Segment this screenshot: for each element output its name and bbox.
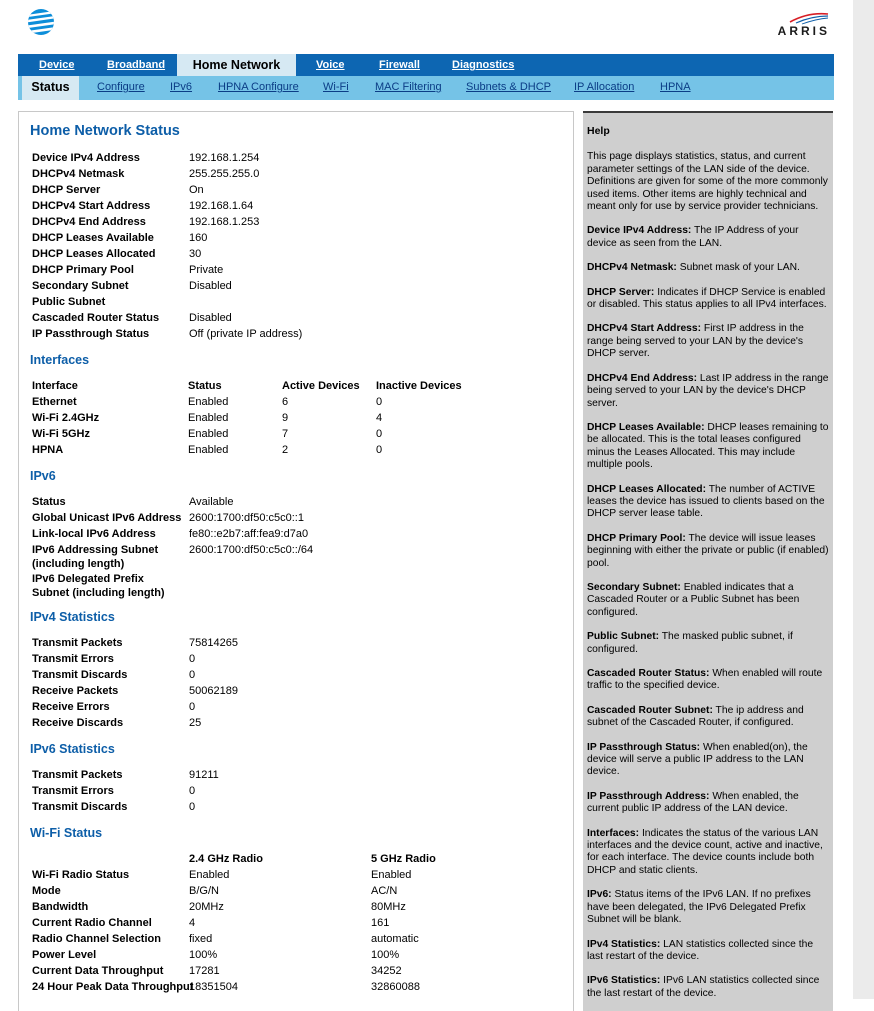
att-globe-icon	[27, 8, 55, 36]
help-item: DHCPv4 End Address: Last IP address in the range being served to your LAN by the device's DHCP server.	[587, 372, 829, 409]
subtab-hpna[interactable]: HPNA	[660, 81, 691, 93]
page-title: Home Network Status	[30, 123, 180, 139]
table-row: Bandwidth 20MHz 80MHz	[32, 901, 406, 913]
help-item: Secondary Subnet: Enabled indicates that a Cascaded Router or a Public Subnet has been configured.	[587, 581, 800, 618]
subtab-status[interactable]: Status	[22, 76, 79, 100]
main-content: Home Network Status Device IPv4 Address 192.168.1.254 DHCPv4 Netmask 255.255.255.0 DHCP Server On DHCPv4 Start Address 192.168.1.64 DHCPv4 End Address 192.168.1.253 DHCP Leases Available 160 DHCP Leases Allocated 30 DHCP Primary Pool Private Secondary Subnet Disabled Public Subnet Cascaded Router Status Disabled IP Passthrough Status Off (private IP address) Interfaces Interface Status Active Devices Inactive Devices Ethernet Enabled 6 0 Wi-Fi 2.4GHz Enabled 9 4 Wi-Fi 5GHz Enabled 7 0 HPNA Enabled 2 0 IPv6 Status Available Global Unicast IPv6 Address 2600:1700:df50:c5c0::1 Link-local IPv6 Address fe80::e2b7:aff:fea9:d7a0 IPv6 Addressing Subnet (including length) 2600:1700:df50:c5c0::/64 IPv6 Delegated Prefix Subnet (including length) IPv4 Statistics Transmit Packets 75814265 Transmit Errors 0 Transmit Discards 0 Receive Packets 50062189 Receive Errors 0 Receive Discards 25 IPv6 Statistics Transmit Packets 91211 Transmit Errors 0 Transmit Discards 0 Wi-Fi Status 2.4 GHz Radio 5 GHz Radio Wi-Fi Radio Status Enabled Enabled Mode B/G/N AC/N Bandwidth 20MHz 80MHz Current Radio Channel 4 161 Radio Channel Selection fixed automatic Power Level 100% 100% Current Data Throughput 17281 34252 24 Hour Peak Data Throughput 18351504 32860088	[18, 111, 574, 1011]
help-item: DHCP Server: Indicates if DHCP Service is enabled or disabled. This status applies to all IPv4 interfaces.	[587, 286, 827, 311]
section-title-ipv6-statistics: IPv6 Statistics	[30, 742, 115, 756]
window-scroll-gutter	[853, 0, 874, 999]
help-item: Device IPv4 Address: The IP Address of your device as seen from the LAN.	[587, 225, 799, 249]
arris-wordmark: ARRIS	[777, 24, 830, 38]
help-item: IPv4 Statistics: LAN statistics collected since the last restart of the device.	[587, 938, 814, 962]
help-item: IP Passthrough Address: When enabled, the current public IP address of the LAN device.	[587, 790, 799, 815]
subtab-ip-allocation[interactable]: IP Allocation	[574, 81, 635, 93]
tab-home-network[interactable]: Home Network	[177, 54, 296, 76]
section-title-ipv6: IPv6	[30, 469, 56, 483]
help-item: Cascaded Router Subnet: The ip address and subnet of the Cascaded Router, if configured.	[587, 704, 804, 729]
subtab-hpna-configure[interactable]: HPNA Configure	[218, 81, 299, 93]
section-title-ipv4-statistics: IPv4 Statistics	[30, 610, 115, 624]
tab-broadband[interactable]: Broadband	[107, 59, 166, 71]
tab-diagnostics[interactable]: Diagnostics	[452, 59, 515, 71]
table-row: Power Level 100% 100%	[32, 949, 400, 961]
help-item: DHCP Leases Available: DHCP leases remaining to be allocated. This is the total leases configured minus the Leases Allocated. This may include multiple pools.	[587, 421, 829, 471]
section-title-wifi-status: Wi-Fi Status	[30, 826, 103, 840]
tab-voice[interactable]: Voice	[316, 59, 345, 71]
help-item: DHCP Leases Allocated: The number of ACTIVE leases the device has issued to clients based on the DHCP server lease table.	[587, 483, 825, 520]
secondary-nav	[18, 76, 834, 100]
help-item: Cascaded Router Status: When enabled will route traffic to the specified device.	[587, 668, 823, 692]
table-row: Radio Channel Selection fixed automatic	[32, 933, 419, 945]
tab-device[interactable]: Device	[39, 59, 75, 71]
table-row: Wi-Fi Radio Status Enabled Enabled	[32, 869, 412, 881]
help-item: IPv6 Statistics: IPv6 LAN statistics collected since the last restart of the device.	[587, 975, 820, 999]
table-row: Wi-Fi 2.4GHz Enabled 9 4	[32, 412, 383, 424]
subtab-configure[interactable]: Configure	[97, 81, 145, 93]
table-header: 2.4 GHz Radio 5 GHz Radio	[189, 853, 436, 865]
table-row: Mode B/G/N AC/N	[32, 885, 398, 897]
help-title: Help	[587, 125, 610, 137]
help-intro: This page displays statistics, status, and current parameter settings of the LAN side of the device. Definitions are given for some of the more commonly used items. Other items are highly technical and meant only for use by service provider technicians.	[587, 151, 828, 213]
table-row: Current Radio Channel 4 161	[32, 917, 390, 929]
primary-nav	[18, 54, 834, 76]
subtab-ipv6[interactable]: IPv6	[170, 81, 193, 93]
help-item: Public Subnet: The masked public subnet, if configured.	[587, 631, 793, 655]
table-row: Wi-Fi 5GHz Enabled 7 0	[32, 428, 383, 440]
subtab-subnets-dhcp[interactable]: Subnets & DHCP	[466, 81, 551, 93]
subtab-wifi[interactable]: Wi-Fi	[323, 81, 349, 93]
help-item: DHCPv4 Netmask: Subnet mask of your LAN.	[587, 262, 800, 274]
help-item: IPv6: Status items of the IPv6 LAN. If no prefixes have been delegated, the IPv6 Delegated Prefix Subnet will be blank.	[587, 889, 811, 926]
tab-firewall[interactable]: Firewall	[379, 59, 420, 71]
table-row: Current Data Throughput 17281 34252	[32, 965, 402, 977]
table-row: 24 Hour Peak Data Throughput 18351504 32860088	[32, 981, 420, 993]
table-row: HPNA Enabled 2 0	[32, 444, 383, 456]
help-item: Interfaces: Indicates the status of the various LAN interfaces and the device count, active and inactive, for each interface. The device counts include both DHCP and static clients.	[587, 827, 823, 876]
help-item: IP Passthrough Status: When enabled(on), the device will serve a public IP address to the LAN device.	[587, 741, 808, 778]
page-header	[18, 0, 834, 54]
arris-logo	[768, 12, 830, 38]
help-item: DHCPv4 Start Address: First IP address in the range being served to your LAN by the device's DHCP server.	[587, 323, 804, 360]
help-panel	[583, 111, 833, 1011]
section-title-interfaces: Interfaces	[30, 353, 90, 367]
subtab-mac-filtering[interactable]: MAC Filtering	[375, 81, 442, 93]
table-header: Interface Status Active Devices Inactive Devices	[32, 380, 462, 392]
table-row: Ethernet Enabled 6 0	[32, 396, 383, 408]
help-item: DHCP Primary Pool: The device will issue leases beginning with either the private or public (if enabled) pool.	[587, 532, 829, 569]
